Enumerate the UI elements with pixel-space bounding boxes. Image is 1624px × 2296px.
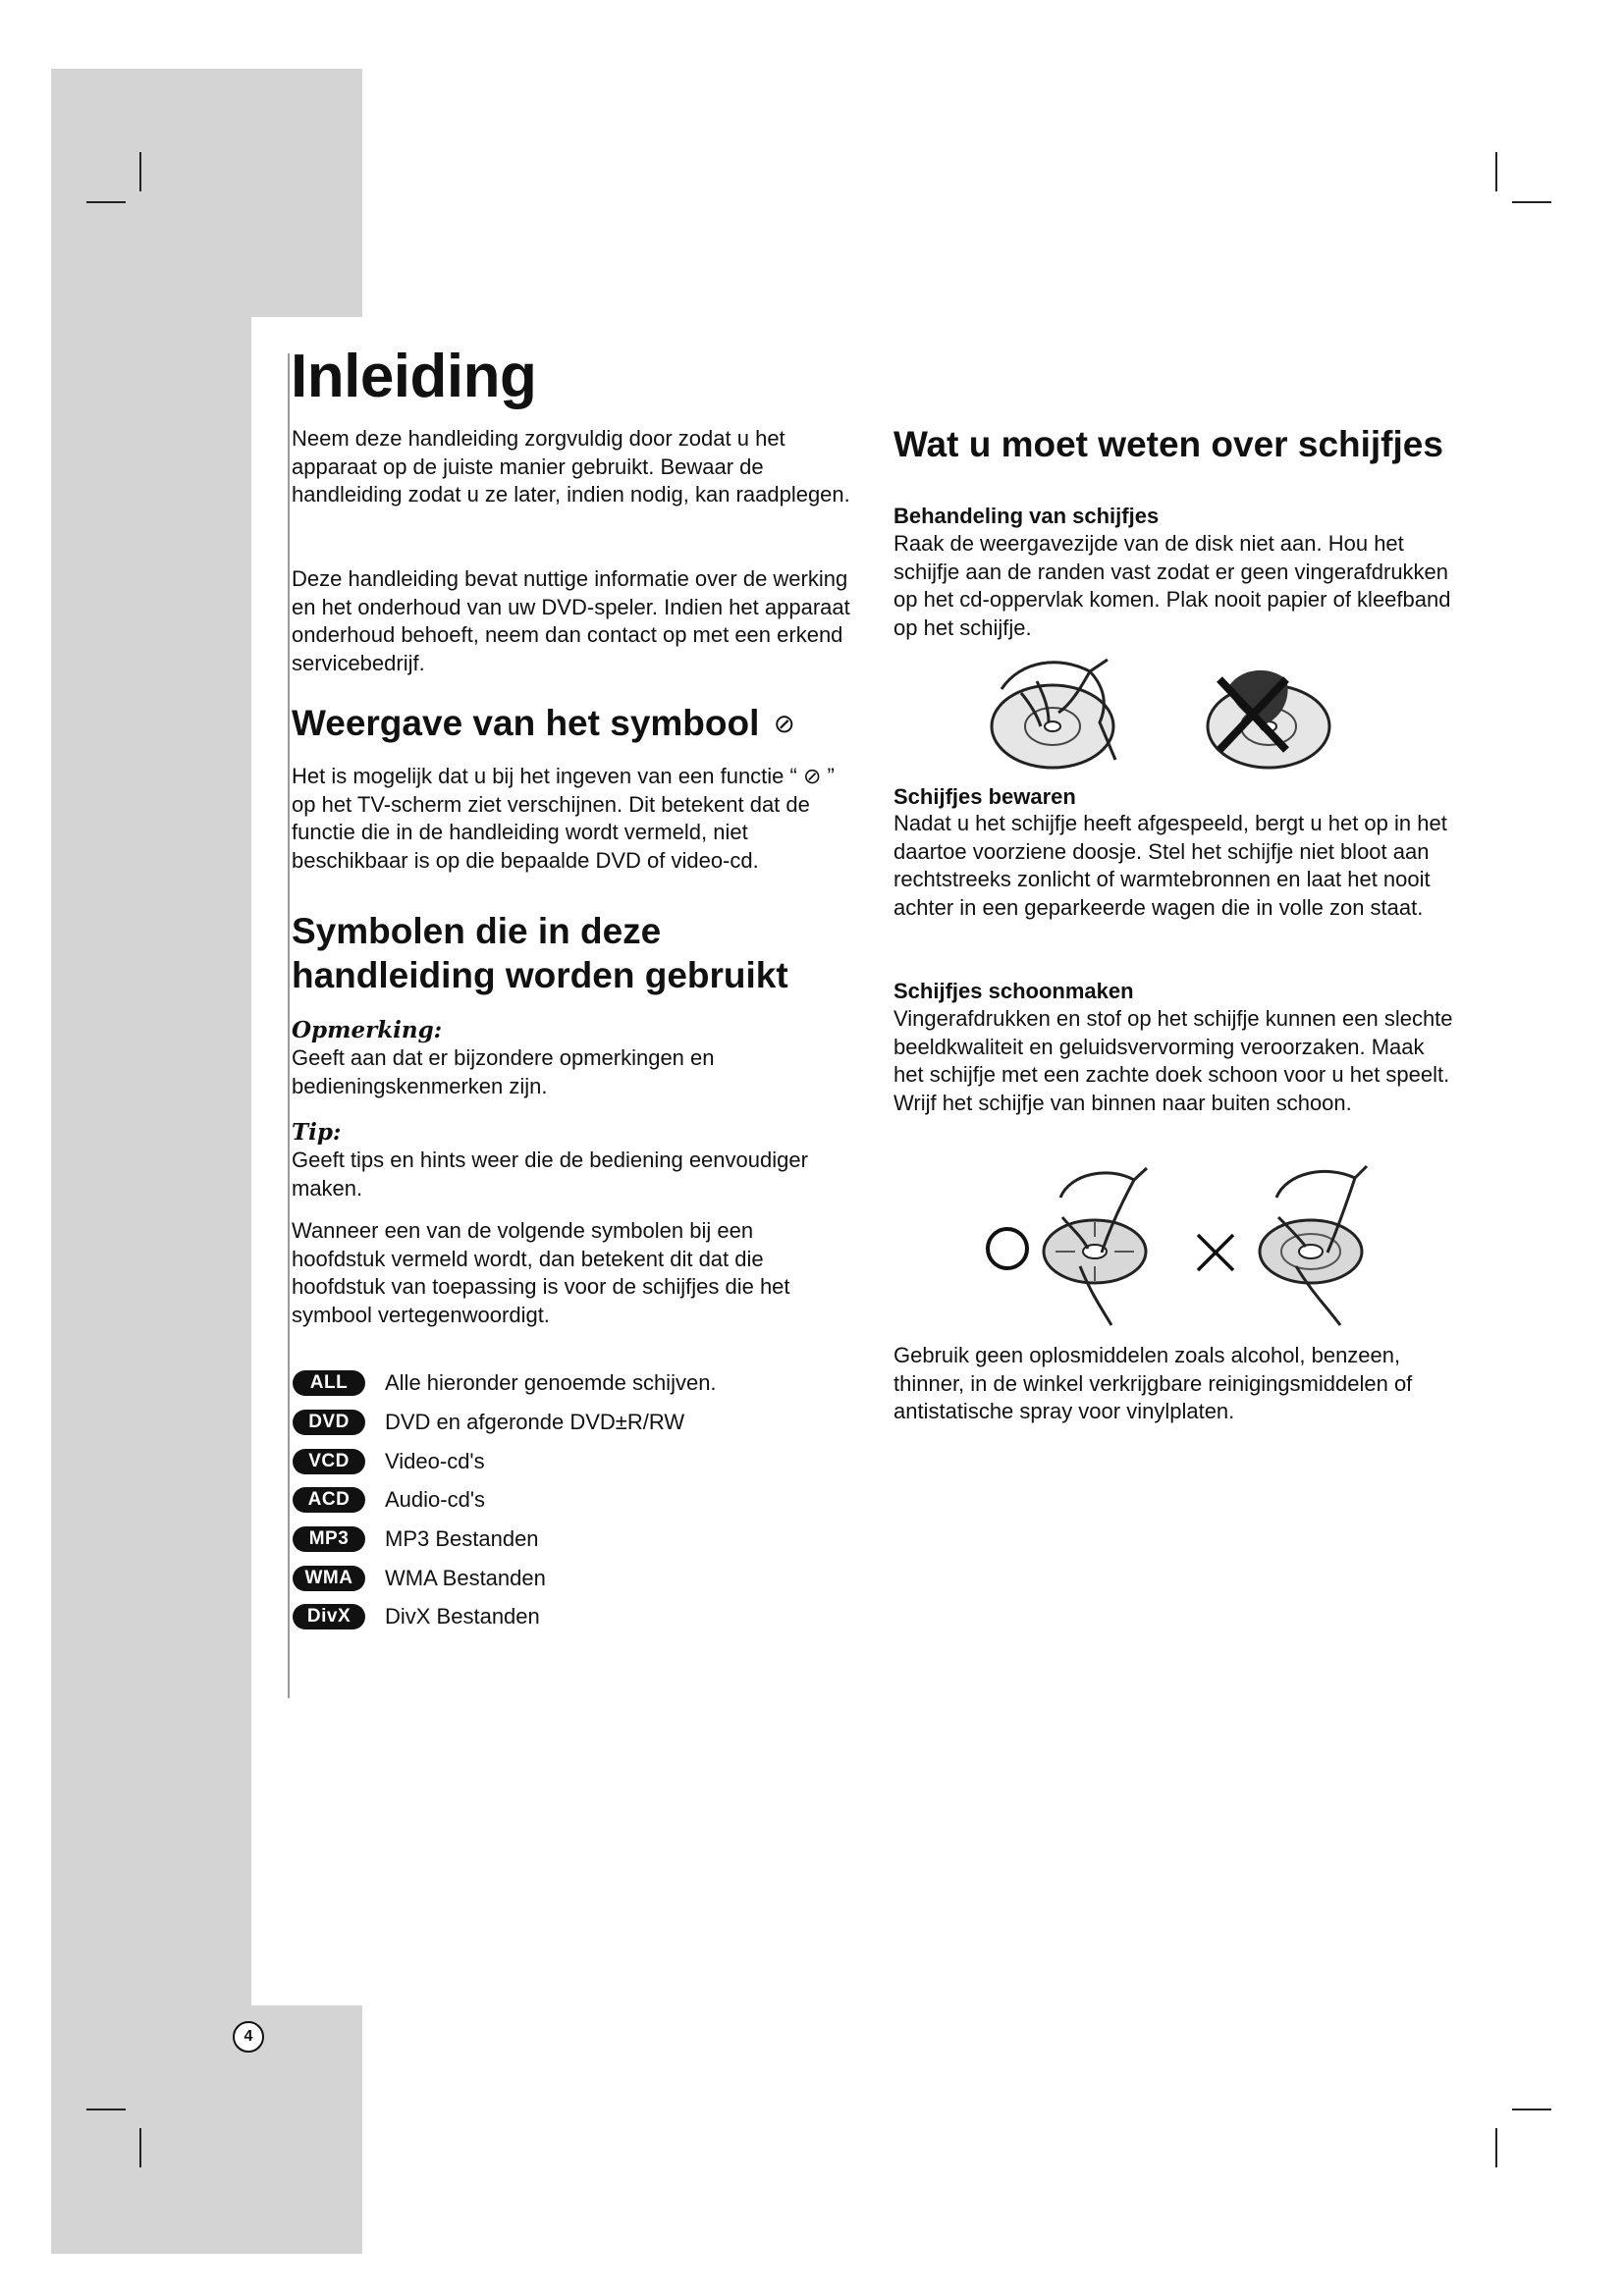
crop-mark [1512, 201, 1551, 203]
symbol-label: DVD en afgeronde DVD±R/RW [385, 1410, 685, 1434]
tip-label: Tip: [292, 1119, 342, 1146]
intro-paragraph-1: Neem deze handleiding zorgvuldig door zodat u het apparaat op de juiste manier gebruikt. Bewaar de handleiding zodat u ze later, indien nodig, kan raadplegen. [292, 426, 850, 507]
mp3-badge: MP3 [293, 1526, 365, 1552]
handling-text: Raak de weergavezijde van de disk niet aan. Hou het schijfje aan de randen vast zodat er geen vingerafdrukken op het cd-oppervlak komen. Plak nooit papier of kleefband op het schijfje. [893, 531, 1451, 640]
crop-mark [139, 152, 141, 191]
margin-band-bottom [51, 2005, 362, 2254]
symbols-heading-line-1: Symbolen die in deze [292, 911, 662, 951]
symbol-item-wma [293, 1561, 546, 1596]
disc-incorrect-icon [1208, 670, 1329, 768]
cleaning-text: Vingerafdrukken en stof op het schijfje kunnen een slechte beeldkwaliteit en geluidsvervorming veroorzaken. Maak het schijfje met een zachte doek schoon voor u het speelt. Wrijf het schijfje van binnen naar buiten schoon. [893, 1006, 1453, 1115]
cleaning-correct-icon [1044, 1168, 1147, 1325]
symbol-heading-text: Weergave van het symbool [292, 703, 760, 743]
chapter-paragraph: Wanneer een van de volgende symbolen bij een hoofdstuk vermeld wordt, dan betekent dit dat die hoofdstuk van toepassing is voor de schijfjes die het symbool vertegenwoordigt. [292, 1218, 790, 1327]
note-text: Geeft aan dat er bijzondere opmerkingen en bedieningskenmerken zijn. [292, 1045, 715, 1098]
symbol-item-vcd [293, 1444, 485, 1479]
discs-heading: Wat u moet weten over schijfjes [893, 424, 1443, 464]
cleaning-incorrect-icon [1260, 1166, 1367, 1325]
storing-text: Nadat u het schijfje heeft afgespeeld, bergt u het op in het daartoe voorziene doosje. Stel het schijfje niet bloot aan rechtstreeks zonlicht of warmtebronnen en laat het nooit achter in een geparkeerde wagen die in volle zon staat. [893, 811, 1447, 920]
symbols-heading-line-2: handleiding worden gebruikt [292, 955, 788, 995]
tip-text: Geeft tips en hints weer die de bediening eenvoudiger maken. [292, 1148, 808, 1201]
divx-badge: DivX [293, 1604, 365, 1629]
acd-badge: ACD [293, 1487, 365, 1513]
prohibited-icon: ⊘ [773, 710, 795, 739]
symbol-label: Audio-cd's [385, 1487, 486, 1512]
vcd-badge: VCD [293, 1449, 365, 1474]
symbol-paragraph: Het is mogelijk dat u bij het ingeven van een functie “ ⊘ ” op het TV-scherm ziet verschijnen. Dit betekent dat de functie die in de handleiding wordt vermeld, niet beschikbaar is op die bepaalde DVD of video-cd. [292, 764, 835, 873]
correct-circle-icon [988, 1229, 1027, 1268]
intro-paragraph-2: Deze handleiding bevat nuttige informatie over de werking en het onderhoud van uw DVD-speler. Indien het apparaat onderhoud behoeft, neem dan contact op met een erkend servicebedrijf. [292, 566, 850, 675]
symbol-item-acd [293, 1482, 485, 1518]
crop-mark [1495, 152, 1497, 191]
gutter-line [288, 353, 290, 1698]
storing-title: Schijfjes bewaren [893, 784, 1076, 809]
cleaning-title: Schijfjes schoonmaken [893, 979, 1134, 1003]
solvent-warning-text: Gebruik geen oplosmiddelen zoals alcohol, benzeen, thinner, in de winkel verkrijgbare reinigingsmiddelen of antistatische spray voor vinylplaten. [893, 1343, 1413, 1423]
wrong-cross-icon [1198, 1235, 1233, 1270]
symbol-label: Alle hieronder genoemde schijven. [385, 1370, 717, 1395]
disc-handling-illustration [943, 650, 1375, 775]
wma-badge: WMA [293, 1566, 365, 1591]
symbol-item-mp3 [293, 1522, 539, 1557]
margin-band-left [51, 317, 251, 2005]
crop-mark [86, 2109, 126, 2110]
disc-correct-icon [992, 660, 1115, 768]
symbol-item-divx [293, 1599, 540, 1634]
all-disc-badge: ALL [293, 1370, 365, 1396]
symbol-heading [292, 701, 795, 745]
symbol-label: DivX Bestanden [385, 1604, 540, 1629]
symbol-label: WMA Bestanden [385, 1566, 546, 1590]
handling-title: Behandeling van schijfjes [893, 504, 1160, 528]
crop-mark [139, 2128, 141, 2167]
symbol-label: MP3 Bestanden [385, 1526, 539, 1551]
symbol-item-dvd [293, 1405, 684, 1440]
margin-band-top [51, 69, 362, 317]
crop-mark [1495, 2128, 1497, 2167]
dvd-badge: DVD [293, 1410, 365, 1435]
page-number: 4 [233, 2021, 264, 2053]
disc-cleaning-illustration [972, 1158, 1384, 1330]
crop-mark [86, 201, 126, 203]
page-title: Inleiding [291, 343, 537, 410]
symbol-item-all [293, 1365, 717, 1401]
symbol-label: Video-cd's [385, 1449, 485, 1473]
note-label: Opmerking: [292, 1017, 443, 1043]
crop-mark [1512, 2109, 1551, 2110]
